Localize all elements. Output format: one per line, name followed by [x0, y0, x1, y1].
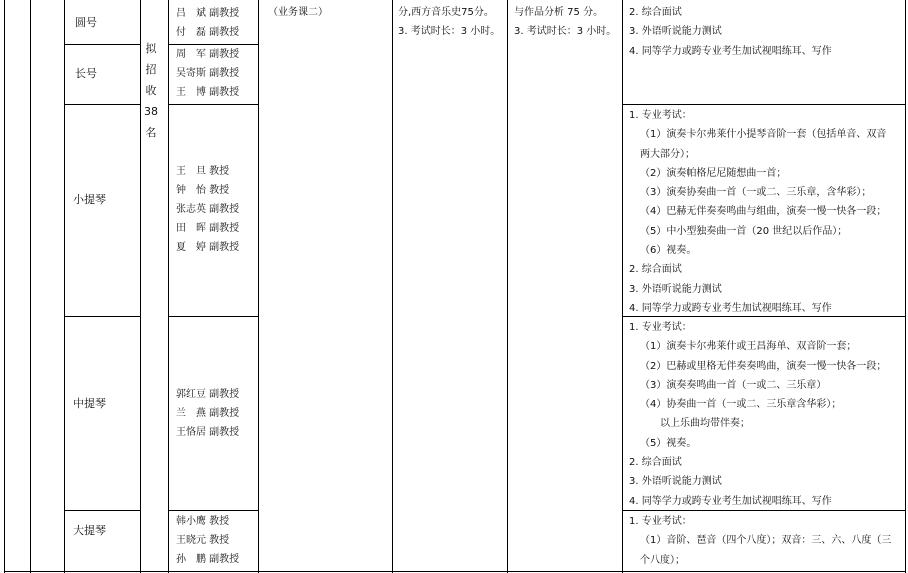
requirements-block: [629, 106, 886, 318]
grid-line: [64, 316, 140, 317]
category-label: （业务课二）: [268, 7, 328, 18]
exam-line: 与作品分析 75 分。: [514, 7, 604, 18]
requirement-line: 1. 专业考试：: [629, 322, 692, 333]
teacher: 郭红豆 副教授: [176, 389, 240, 400]
teacher: 王恪居 副教授: [176, 427, 240, 438]
grid-line: [140, 0, 141, 573]
quota-char: 名: [145, 126, 157, 139]
teacher: 夏 婷 副教授: [176, 242, 240, 253]
requirement-line: 以上乐曲均带伴奏；: [640, 418, 750, 430]
requirement-line: 4. 同等学力或跨专业考生加试视唱练耳、写作: [629, 45, 832, 57]
teacher: 付 磊 副教授: [176, 27, 240, 38]
grid-line: [30, 0, 31, 573]
requirement-line: （2）演奏帕格尼尼随想曲一首；: [640, 167, 787, 179]
grid-line: [168, 510, 258, 511]
requirement-line: 3. 外语听说能力测试: [629, 283, 722, 295]
requirement-line: （5）视奏。: [640, 437, 697, 449]
requirement-line: 3. 外语听说能力测试: [629, 26, 722, 38]
requirement-line: 1. 专业考试：: [629, 516, 692, 527]
requirement-line: （4）巴赫无伴奏奏鸣曲与组曲，演奏一慢一快各一段；: [640, 206, 887, 218]
grid-line: [905, 0, 906, 573]
teacher: 王 博 副教授: [176, 87, 240, 98]
major-name: 大提琴: [73, 524, 106, 537]
quota-char: 拟: [145, 42, 157, 55]
teacher-list: [176, 4, 239, 42]
requirement-line: （2）巴赫或里格无伴奏奏鸣曲，演奏一慢一快各一段；: [640, 360, 887, 372]
exam-info-b: [514, 3, 616, 41]
requirement-line: 个八度）；: [640, 554, 685, 566]
teacher-list: [176, 385, 239, 442]
grid-line: [392, 0, 393, 573]
grid-line: [4, 0, 5, 573]
grid-line: [4, 571, 906, 572]
teacher: 王 旦 教授: [176, 166, 230, 177]
teacher: 吕 斌 副教授: [176, 8, 240, 19]
grid-line: [168, 104, 258, 105]
quota-char: 招: [145, 63, 157, 76]
quota-char: 38: [144, 105, 158, 118]
exam-info-a: [398, 3, 500, 41]
quota-char: 收: [145, 84, 157, 97]
grid-line: [64, 44, 140, 45]
grid-line: [64, 510, 140, 511]
requirement-line: （3）演奏协奏曲一首（一或二、三乐章，含华彩）；: [640, 187, 872, 199]
exam-line: 3. 考试时长：3 小时。: [398, 26, 501, 37]
major-name: 长号: [75, 67, 97, 80]
teacher-list: [176, 512, 239, 569]
teacher: 孙 鹏 副教授: [176, 554, 240, 565]
major-name: 圆号: [75, 16, 97, 29]
requirement-line: （5）中小型独奏曲一首（20 世纪以后作品）；: [640, 225, 848, 237]
grid-line: [622, 104, 905, 105]
teacher: 吴寄斯 副教授: [176, 68, 240, 79]
grid-line: [507, 0, 508, 573]
requirement-line: 1. 专业考试：: [629, 110, 692, 121]
requirements-block: [629, 318, 886, 511]
grid-line: [168, 0, 169, 573]
requirement-line: 2. 综合面试: [629, 264, 682, 276]
requirements-block: [629, 3, 832, 61]
teacher-list: [176, 45, 239, 102]
requirement-line: 4. 同等学力或跨专业考生加试视唱练耳、写作: [629, 495, 832, 507]
grid-line: [64, 104, 140, 105]
teacher: 兰 燕 副教授: [176, 408, 240, 419]
requirement-line: 两大部分）；: [640, 148, 695, 160]
requirement-line: （1）演奏卡尔弗莱什或王昌海单、双音阶一套；: [640, 341, 857, 353]
teacher: 田 晖 副教授: [176, 223, 240, 234]
requirement-line: （1）音阶、琶音（四个八度）；双音：三、六、八度（三: [640, 535, 892, 547]
requirement-line: （4）协奏曲一首（一或二、三乐章含华彩）；: [640, 399, 842, 411]
admission-quota: [143, 38, 159, 143]
teacher: 钟 怡 教授: [176, 185, 230, 196]
requirement-line: 2. 综合面试: [629, 457, 682, 469]
grid-line: [622, 0, 623, 573]
requirement-line: 3. 外语听说能力测试: [629, 476, 722, 488]
teacher: 张志英 副教授: [176, 204, 240, 215]
grid-line: [168, 316, 258, 317]
requirement-line: （1）演奏卡尔弗莱什小提琴音阶一套（包括单音、双音: [640, 129, 887, 141]
grid-line: [64, 0, 65, 573]
requirements-block: [629, 512, 891, 570]
major-name: 小提琴: [73, 193, 106, 206]
requirement-line: 4. 同等学力或跨专业考生加试视唱练耳、写作: [629, 302, 832, 314]
requirement-line: 2. 综合面试: [629, 7, 682, 18]
teacher: 周 军 副教授: [176, 49, 240, 60]
major-name: 中提琴: [73, 397, 106, 410]
grid-line: [258, 0, 259, 573]
exam-line: 3. 考试时长：3 小时。: [514, 26, 617, 37]
teacher-list: [176, 162, 239, 257]
requirement-line: （6）视奏。: [640, 245, 697, 257]
requirement-line: （3）演奏奏鸣曲一首（一或二、三乐章）: [640, 379, 827, 391]
exam-line: 分,西方音乐史75分。: [398, 7, 494, 18]
teacher: 王晓元 教授: [176, 535, 230, 546]
teacher: 韩小鹰 教授: [176, 516, 230, 527]
